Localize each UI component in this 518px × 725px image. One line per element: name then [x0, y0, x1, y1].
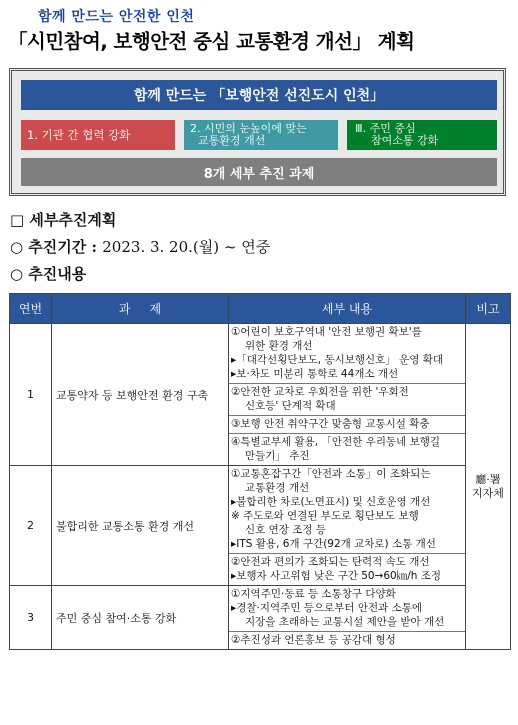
pillar-2-line2: 교통환경 개선 [198, 134, 266, 147]
detail-line: ▸「대각선횡단보도, 동시보행신호」 운영 확대 [231, 354, 444, 366]
summary-title: 함께 만드는 「보행안전 선진도시 인천」 [21, 80, 497, 110]
pillar-3-line1: Ⅲ. 주민 중심 [355, 122, 416, 135]
row-details [229, 466, 466, 586]
detail-line: ①교통혼잡구간「안전과 소통」이 조화되는 [231, 468, 431, 480]
detail-line: ③보행 안전 취약구간 맞춤형 교통시설 확충 [231, 418, 430, 430]
note-line1: 廳·署 [475, 472, 501, 486]
detail-item [229, 384, 465, 416]
page-subtitle: 함께 만드는 안전한 인천 [38, 9, 195, 25]
detail-line: ▸ITS 활용, 6개 구간(92개 교차로) 소통 개선 [231, 538, 436, 550]
detail-line: 지장을 초래하는 교통시설 제안을 받아 개선 [245, 616, 445, 628]
detail-line: ②안전과 편의가 조화되는 탄력적 속도 개선 [231, 556, 430, 568]
detail-item [229, 632, 465, 649]
detail-line: 교통환경 개선 [245, 482, 310, 494]
row-task: 교통약자 등 보행안전 환경 구축 [52, 324, 229, 466]
detail-line: ②안전한 교차로 우회전을 위한 '우회전 [231, 386, 409, 398]
detail-line: ▸보행자 사고위험 낮은 구간 50→60㎞/h 조정 [231, 570, 442, 582]
detail-line: ②추진성과 언론홍보 등 공감대 형성 [231, 634, 396, 646]
header-task: 과 제 [52, 294, 229, 324]
note-line2: 지자체 [472, 486, 504, 500]
detail-item [229, 554, 465, 585]
table-header-row [10, 294, 511, 324]
pillar-2-line1: 2. 시민의 눈높이에 맞는 [190, 122, 307, 135]
row-task: 불합리한 교통소통 환경 개선 [52, 466, 229, 586]
pillar-3-line2: 참여소통 강화 [371, 134, 439, 147]
detail-line: ④특별교부세 활용, 「안전한 우리동네 보행길 [231, 436, 441, 448]
period-row [10, 236, 270, 257]
detail-line: ▸불합리한 차로(노면표시) 및 신호운영 개선 [231, 496, 431, 508]
detail-item [229, 324, 465, 384]
pillar-3 [347, 120, 497, 150]
detail-line: ①어린이 보호구역내 '안전 보행권 확보'를 [231, 326, 422, 338]
row-details [229, 324, 466, 466]
pillar-1: 1. 기관 간 협력 강화 [21, 120, 175, 150]
row-number: 3 [10, 586, 52, 650]
table-row [10, 324, 511, 466]
header-no: 연번 [10, 294, 52, 324]
table-row [10, 586, 511, 650]
detail-item [229, 466, 465, 554]
table-row [10, 466, 511, 586]
detail-line: ①지역주민·동료 등 소통창구 다양화 [231, 588, 396, 600]
section-heading: □ 세부추진계획 [10, 211, 117, 229]
detail-line: 위한 환경 개선 [245, 340, 313, 352]
detail-item [229, 586, 465, 632]
detail-line: 만들기」 추진 [245, 450, 310, 462]
detail-line: ▸경찰·지역주민 등으로부터 안전과 소통에 [231, 602, 423, 614]
detail-line: 신호 연장 조정 등 [245, 524, 327, 536]
header-detail: 세부 내용 [229, 294, 466, 324]
summary-box [9, 68, 506, 196]
period-value: 2023. 3. 20.(월) ~ 연중 [102, 238, 271, 256]
content-label: ○ 추진내용 [10, 265, 87, 283]
row-details [229, 586, 466, 650]
row-number: 1 [10, 324, 52, 466]
page-title: 「시민참여, 보행안전 중심 교통환경 개선」 계획 [8, 30, 415, 53]
detail-item [229, 434, 465, 465]
header-note: 비고 [466, 294, 511, 324]
summary-footer: 8개 세부 추진 과제 [21, 158, 497, 186]
row-note [466, 324, 511, 650]
detail-line: ※ 주도로와 연결된 부도로 횡단보도 보행 [231, 510, 419, 522]
detail-item [229, 416, 465, 434]
plan-table [9, 293, 511, 650]
period-label: ○ 추진기간 : [10, 238, 98, 256]
detail-line: ▸보·차도 미분리 통학로 44개소 개선 [231, 368, 399, 380]
row-task: 주민 중심 참여·소통 강화 [52, 586, 229, 650]
pillar-2 [184, 120, 338, 150]
row-number: 2 [10, 466, 52, 586]
detail-line: 신호등' 단계적 확대 [245, 400, 336, 412]
